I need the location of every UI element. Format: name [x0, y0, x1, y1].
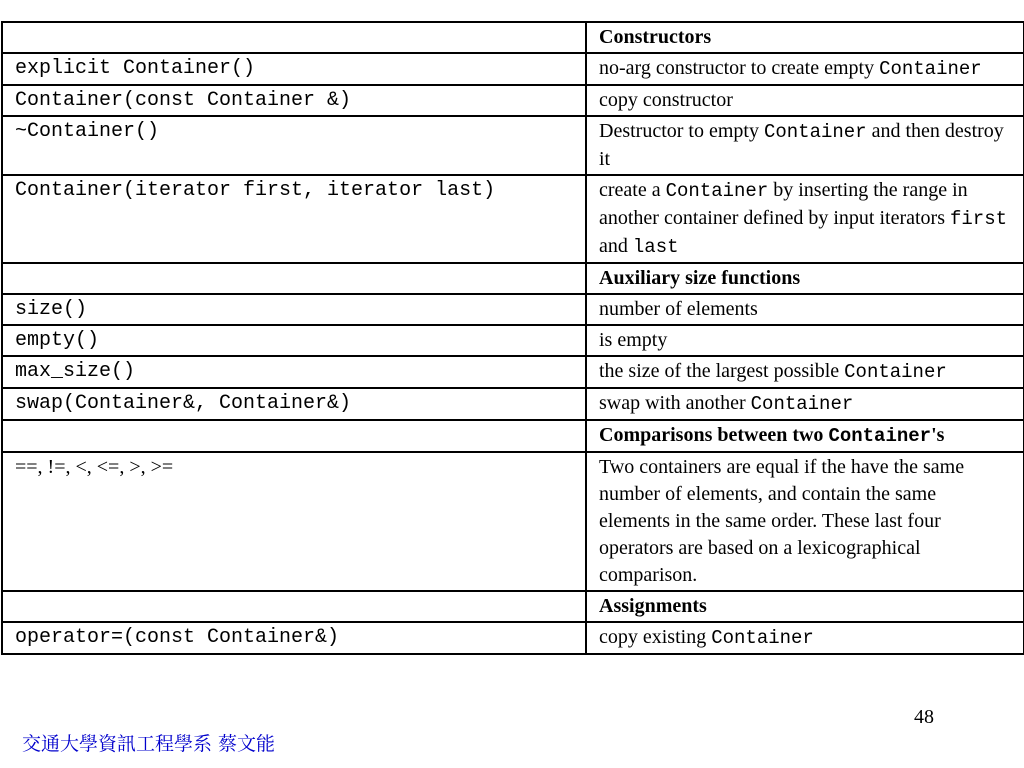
- description-code: Container: [750, 393, 854, 415]
- section-heading: [586, 591, 1024, 622]
- description-code: Container: [711, 627, 814, 649]
- table-body: [2, 22, 1024, 654]
- description-text: copy constructor: [599, 89, 733, 111]
- section-heading-row: [2, 591, 1024, 622]
- table-row: [2, 356, 1024, 388]
- description-code: Container: [665, 180, 769, 202]
- section-heading-text: Constructors: [599, 26, 712, 48]
- function-signature: ==, !=, <, <=, >, >=: [2, 452, 586, 591]
- function-signature: ~Container(): [2, 116, 586, 175]
- function-description: [586, 175, 1024, 263]
- function-signature: max_size(): [2, 356, 586, 388]
- description-text: and: [599, 235, 633, 257]
- description-text: number of elements: [599, 298, 758, 320]
- section-heading-text: Comparisons between two: [599, 424, 829, 446]
- description-text: Two containers are equal if the have the same number of elements, and contain the same elements in the same order. These last four operators are based on a lexicographical comparison.: [599, 456, 965, 586]
- description-text: is empty: [599, 329, 668, 351]
- table-row: [2, 622, 1024, 654]
- description-code: last: [632, 236, 679, 258]
- function-signature: size(): [2, 294, 586, 325]
- empty-cell: [2, 22, 586, 53]
- section-heading: [586, 263, 1024, 294]
- table-row: [2, 452, 1024, 591]
- table-row: [2, 325, 1024, 356]
- footer-author: 交通大學資訊工程學系 蔡文能: [22, 733, 276, 755]
- description-code: first: [950, 208, 1008, 230]
- description-text: and then destroy it: [599, 120, 1004, 170]
- description-text: copy existing: [599, 626, 712, 648]
- section-heading-row: [2, 22, 1024, 53]
- description-text: create a: [599, 179, 666, 201]
- table-row: [2, 53, 1024, 85]
- table-row: [2, 175, 1024, 263]
- table-row: [2, 294, 1024, 325]
- function-description: [586, 452, 1024, 591]
- description-code: Container: [879, 58, 982, 80]
- empty-cell: [2, 420, 586, 452]
- function-description: [586, 356, 1024, 388]
- function-signature: explicit Container(): [2, 53, 586, 85]
- function-description: [586, 53, 1024, 85]
- function-signature: Container(iterator first, iterator last): [2, 175, 586, 263]
- description-code: Container: [763, 121, 867, 143]
- empty-cell: [2, 591, 586, 622]
- function-description: [586, 325, 1024, 356]
- table-row: [2, 116, 1024, 175]
- function-description: [586, 116, 1024, 175]
- section-heading-code: Container: [828, 425, 932, 447]
- function-signature: Container(const Container &): [2, 85, 586, 116]
- function-signature: empty(): [2, 325, 586, 356]
- empty-cell: [2, 263, 586, 294]
- section-heading-row: [2, 420, 1024, 452]
- section-heading-text: Assignments: [599, 595, 707, 617]
- description-text: by inserting the range in another container defined by input iterators: [599, 179, 968, 229]
- section-heading: [586, 420, 1024, 452]
- section-heading: [586, 22, 1024, 53]
- description-text: no-arg constructor to create empty: [599, 57, 880, 79]
- function-description: [586, 85, 1024, 116]
- reference-table: [1, 21, 1024, 655]
- function-description: [586, 294, 1024, 325]
- section-heading-text: Auxiliary size functions: [599, 267, 801, 289]
- table-row: [2, 388, 1024, 420]
- description-text: the size of the largest possible: [599, 360, 845, 382]
- section-heading-row: [2, 263, 1024, 294]
- function-description: [586, 388, 1024, 420]
- description-code: Container: [844, 361, 947, 383]
- description-text: swap with another: [599, 392, 751, 414]
- page-number: 48: [914, 706, 934, 728]
- function-signature: operator=(const Container&): [2, 622, 586, 654]
- section-heading-suffix: 's: [931, 424, 945, 446]
- function-signature: swap(Container&, Container&): [2, 388, 586, 420]
- description-text: Destructor to empty: [599, 120, 764, 142]
- function-description: [586, 622, 1024, 654]
- table-row: [2, 85, 1024, 116]
